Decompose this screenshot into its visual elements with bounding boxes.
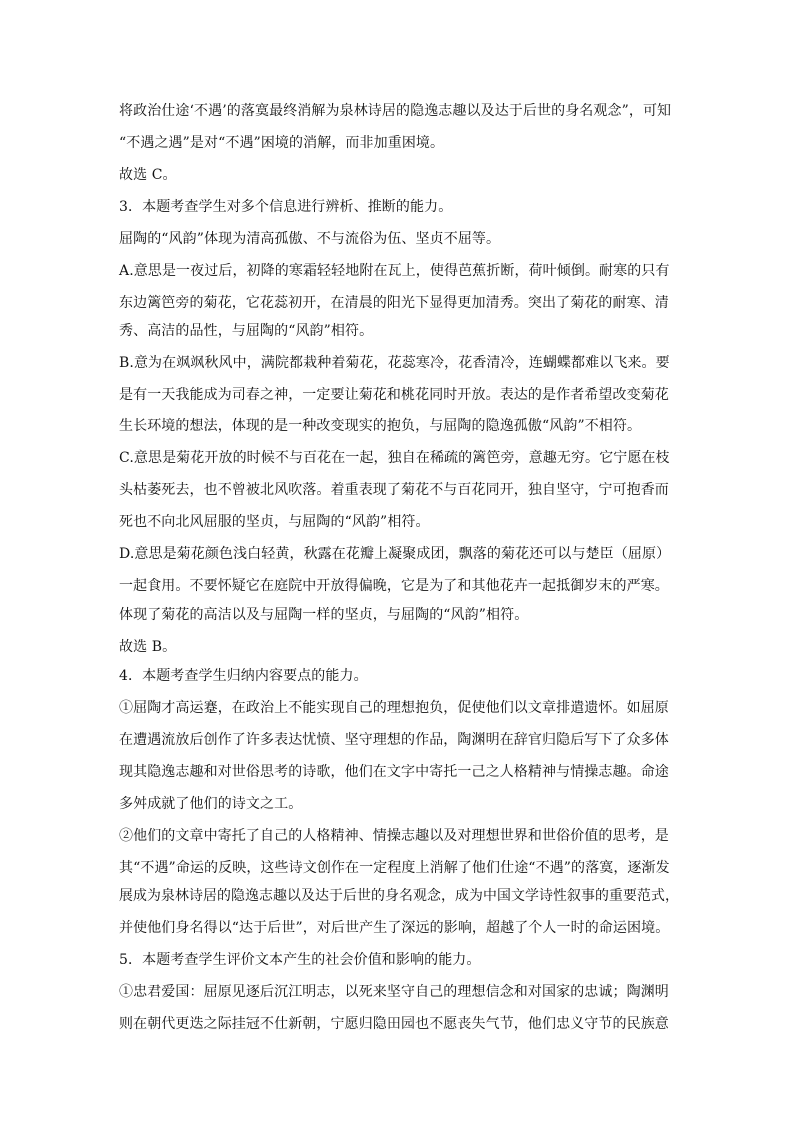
text-line: 故选 C。	[119, 167, 177, 183]
text-line: C.意思是菊花开放的时候不与百花在一起，独自在稀疏的篱笆旁，意趣无穷。它宁愿在枝	[119, 450, 670, 466]
text-line: 5．本题考查学生评价文本产生的社会价值和影响的能力。	[119, 952, 481, 968]
text-line: D.意思是菊花颜色浅白轻黄，秋露在花瓣上凝聚成团，飘落的菊花还可以与楚臣（屈原）	[119, 546, 671, 562]
text-line: 一起食用。不要怀疑它在庭院中开放得偏晚，它是为了和其他花卉一起抵御岁末的严寒。	[119, 578, 669, 594]
text-line: 将政治仕途‘不遇’的落寞最终消解为泉林诗居的隐逸志趣以及达于后世的身名观念”，可知	[119, 103, 672, 119]
text-line: 生长环境的想法，体现的是一种改变现实的抱负，与屈陶的隐逸孤傲“风韵”不相符。	[119, 418, 642, 434]
text-line: 体现了菊花的高洁以及与屈陶一样的坚贞，与屈陶的“风韵”相符。	[119, 607, 529, 623]
text-line: B.意为在飒飒秋风中，满院都栽种着菊花，花蕊寒冷，花香清冷，连蝴蝶都难以飞来。要	[119, 355, 670, 371]
text-line: 多舛成就了他们的诗文之工。	[119, 796, 303, 812]
text-line: A.意思是一夜过后，初降的寒霜轻轻地附在瓦上，使得芭蕉折断，荷叶倾倒。耐寒的只有	[119, 263, 670, 279]
text-line: 故选 B。	[119, 639, 177, 655]
text-line: 现其隐逸志趣和对世俗思考的诗歌，他们在文字中寄托一己之人格精神与情操志趣。命途	[119, 764, 669, 780]
text-line: ①屈陶才高运蹇，在政治上不能实现自己的理想抱负，促使他们以文章排遣遗怀。如屈原	[119, 700, 669, 716]
text-line: 屈陶的“风韵”体现为清高孤傲、不与流俗为伍、坚贞不屈等。	[119, 231, 501, 247]
text-line: 东边篱笆旁的菊花，它花蕊初开，在清晨的阳光下显得更加清秀。突出了菊花的耐寒、清	[119, 295, 669, 311]
text-line: “不遇之遇”是对“不遇”困境的消解，而非加重困境。	[119, 135, 445, 151]
text-line: 展成为泉林诗居的隐逸志趣以及达于后世的身名观念，成为中国文学诗性叙事的重要范式，	[119, 888, 679, 904]
text-line: 其“不遇”命运的反映，这些诗文创作在一定程度上消解了他们仕途“不遇”的落寞，逐渐发	[119, 860, 670, 876]
text-line: 4．本题考查学生归纳内容要点的能力。	[119, 668, 368, 684]
text-line: 3．本题考查学生对多个信息进行辨析、推断的能力。	[119, 199, 453, 215]
text-line: ②他们的文章中寄托了自己的人格精神、情操志趣以及对理想世界和世俗价值的思考，是	[119, 828, 669, 844]
text-line: 是有一天我能成为司春之神，一定要让菊花和桃花同时开放。表达的是作者希望改变菊花	[119, 387, 669, 403]
text-line: 秀、高洁的品性，与屈陶的“风韵”相符。	[119, 323, 374, 339]
text-line: 并使他们身名得以“达于后世”，对后世产生了深远的影响，超越了个人一时的命运困境。	[119, 920, 670, 936]
text-line: 头枯萎死去，也不曾被北风吹落。着重表现了菊花不与百花同开，独自坚守，宁可抱香而	[119, 482, 669, 498]
text-line: 死也不向北风屈服的坚贞，与屈陶的“风韵”相符。	[119, 514, 430, 530]
text-line: 则在朝代更迭之际挂冠不仕新朝，宁愿归隐田园也不愿丧失气节，他们忠义守节的民族意	[119, 1016, 669, 1032]
text-line: 在遭遇流放后创作了许多表达忧愤、坚守理想的作品，陶渊明在辞官归隐后写下了众多体	[119, 732, 669, 748]
text-line: ①忠君爱国：屈原见逐后沉江明志，以死来坚守自己的理想信念和对国家的忠诚；陶渊明	[119, 984, 669, 1000]
